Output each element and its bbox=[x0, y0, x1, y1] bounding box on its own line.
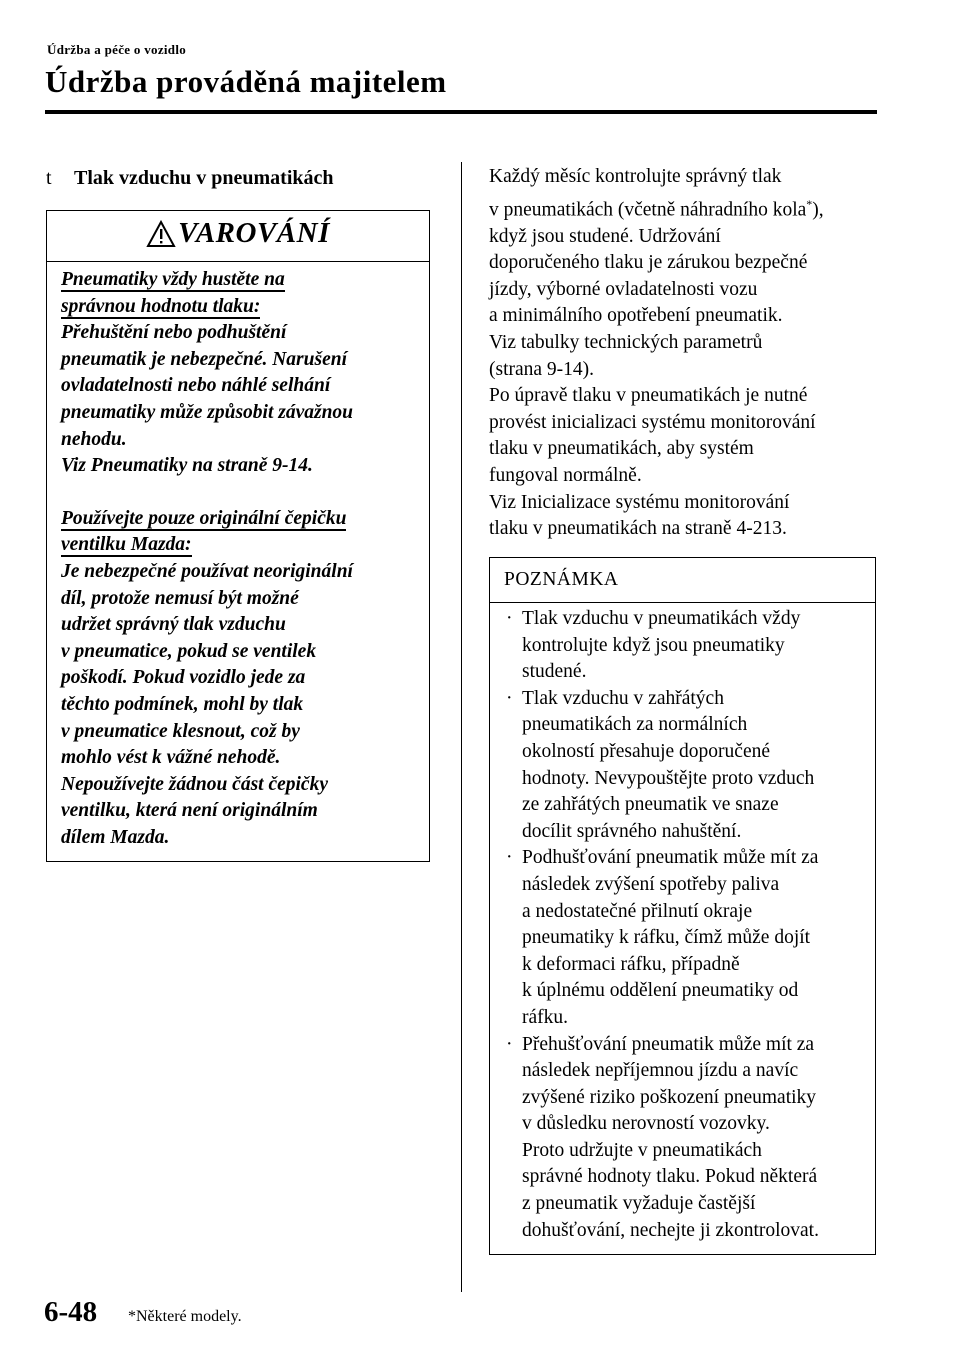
warning-box bbox=[46, 210, 430, 862]
breadcrumb: Údržba a péče o vozidlo bbox=[47, 42, 187, 57]
page-title: Údržba prováděná majitelem bbox=[45, 64, 447, 99]
section-heading bbox=[46, 166, 334, 190]
warning-p2-line: v pneumatice, pokud se ventilek bbox=[61, 640, 317, 662]
body-line: tlaku v pneumatikách na straně 4-213. bbox=[489, 518, 787, 540]
body-line: jízdy, výborné ovladatelnosti vozu bbox=[489, 278, 758, 300]
warning-header bbox=[47, 211, 429, 262]
column-divider bbox=[461, 162, 462, 1292]
note-item: · Podhušťování pneumatik může mít za následek zvýšení spotřeby paliva a nedostatečné přilnutí okraje pneumatiky k ráfku, čímž může dojít k deformaci ráfku, případně k úplnému oddělení pneumatiky od ráfku. bbox=[506, 847, 819, 1028]
warning-p2-line: mohlo vést k vážné nehodě. bbox=[61, 747, 281, 769]
body-line: doporučeného tlaku je zárukou bezpečné bbox=[489, 252, 808, 274]
body-line: Po úpravě tlaku v pneumatikách je nutné bbox=[489, 385, 808, 407]
warning-triangle-icon bbox=[146, 220, 176, 248]
warning-p2-line: udržet správný tlak vzduchu bbox=[61, 614, 286, 636]
bullet-dot: · bbox=[506, 847, 513, 869]
warning-p1-line: Přehuštění nebo podhuštění bbox=[61, 322, 287, 344]
warning-p2-line: Nepoužívejte žádnou část čepičky bbox=[61, 773, 328, 795]
warning-p2-line: ventilku, která není originálním bbox=[61, 800, 318, 822]
body-line: a minimálního opotřebení pneumatik. bbox=[489, 305, 783, 327]
warning-p1-line: pneumatiky může způsobit závažnou bbox=[61, 401, 354, 423]
warning-p2-line: poškodí. Pokud vozidlo jede za bbox=[61, 667, 306, 689]
body-line: v pneumatikách (včetně náhradního kola*), bbox=[489, 196, 824, 221]
body-line: Viz Inicializace systému monitorování bbox=[489, 491, 790, 513]
warning-body bbox=[61, 267, 421, 851]
warning-p1-line: pneumatik je nebezpečné. Narušení bbox=[61, 348, 347, 370]
warning-p2-heading-line: Používejte pouze originální čepičku bbox=[61, 507, 347, 529]
note-item: · Přehušťování pneumatik může mít za následek nepříjemnou jízdu a navíc zvýšené riziko poškození pneumatiky v důsledku nerovností vozovky. Proto udržujte v pneumatikách správné hodnoty tlaku. Pokud některá z pneumatik vyžaduje častější dohušťování, nechejte ji zkontrolovat. bbox=[506, 1033, 819, 1241]
note-item: · Tlak vzduchu v zahřátých pneumatikách za normálních okolností přesahuje doporučené hodnoty. Nevypouštějte proto vzduch ze zahřátých pneumatik ve snaze docílit správného nahuštění. bbox=[506, 687, 815, 842]
header-rule bbox=[45, 110, 877, 114]
body-line: fungoval normálně. bbox=[489, 465, 642, 487]
page-number: 6-48 bbox=[44, 1296, 98, 1328]
warning-title: VAROVÁNÍ bbox=[178, 217, 330, 249]
footnote: *Některé modely. bbox=[128, 1308, 242, 1325]
note-body bbox=[504, 606, 869, 1244]
warning-p2-line: v pneumatice klesnout, což by bbox=[61, 720, 300, 742]
body-line: Každý měsíc kontrolujte správný tlak bbox=[489, 166, 782, 187]
warning-p2-heading-line: ventilku Mazda: bbox=[61, 534, 192, 556]
warning-p2-line: těchto podmínek, mohl by tlak bbox=[61, 693, 304, 715]
note-header bbox=[490, 558, 875, 603]
warning-p1-line: ovladatelnosti nebo náhlé selhání bbox=[61, 375, 331, 397]
section-heading-text: Tlak vzduchu v pneumatikách bbox=[74, 167, 334, 189]
body-line: provést inicializaci systému monitorování bbox=[489, 411, 816, 433]
right-column-text bbox=[489, 164, 879, 543]
body-line: Viz tabulky technických parametrů bbox=[489, 332, 763, 354]
note-box bbox=[489, 557, 876, 1255]
bullet-dot: · bbox=[506, 687, 513, 709]
warning-p1-heading-line: správnou hodnotu tlaku: bbox=[61, 295, 261, 317]
body-line: když jsou studené. Udržování bbox=[489, 225, 721, 247]
bullet-dot: · bbox=[506, 1033, 513, 1055]
section-bullet: t bbox=[46, 167, 52, 189]
warning-p2-line: díl, protože nemusí být možné bbox=[61, 587, 299, 609]
warning-p1-line: nehodu. bbox=[61, 428, 127, 450]
body-line: tlaku v pneumatikách, aby systém bbox=[489, 438, 754, 460]
warning-p1-heading-line: Pneumatiky vždy hustěte na bbox=[61, 269, 285, 290]
note-title: POZNÁMKA bbox=[504, 569, 619, 590]
warning-p1-line: Viz Pneumatiky na straně 9-14. bbox=[61, 455, 313, 477]
footnote-mark: * bbox=[806, 196, 813, 211]
warning-p2-line: dílem Mazda. bbox=[61, 826, 170, 848]
note-item: · Tlak vzduchu v pneumatikách vždy kontrolujte když jsou pneumatiky studené. bbox=[506, 608, 801, 683]
warning-p2-line: Je nebezpečné používat neoriginální bbox=[61, 560, 353, 582]
bullet-dot: · bbox=[506, 608, 513, 629]
body-line: (strana 9-14). bbox=[489, 358, 595, 380]
